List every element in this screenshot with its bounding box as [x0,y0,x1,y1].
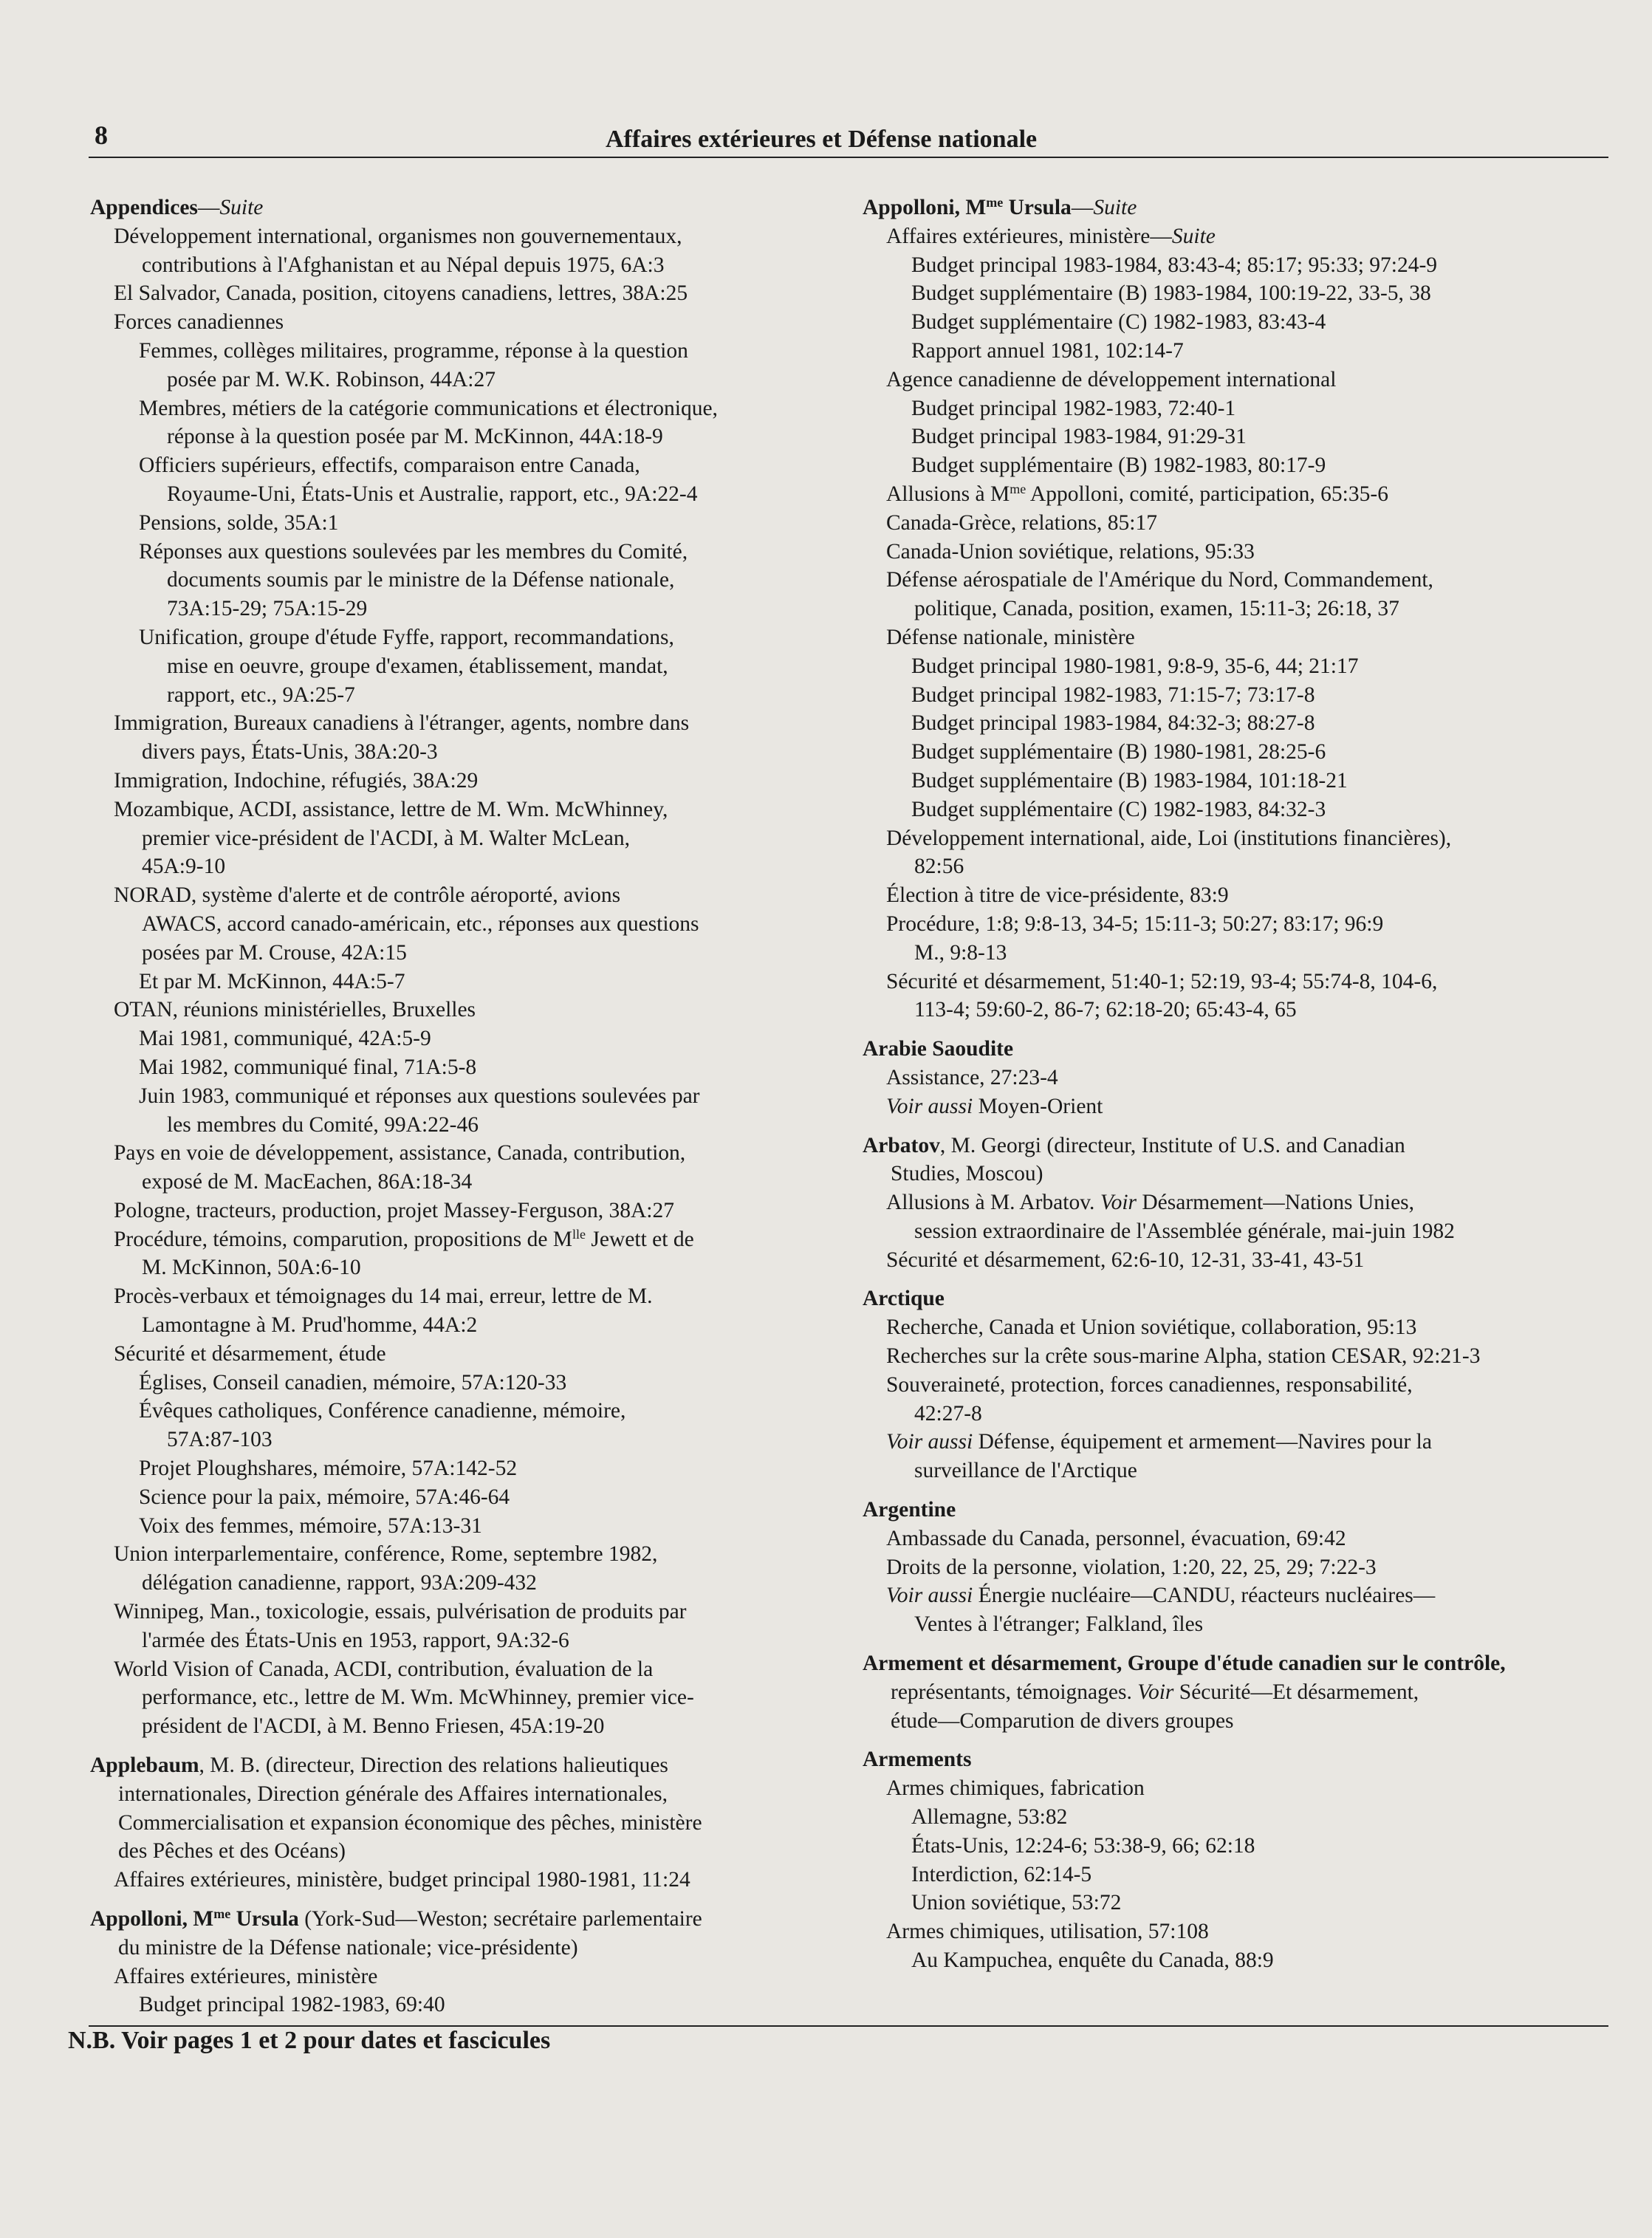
index-line: Affaires extérieures, ministère [114,1964,378,1988]
index-text: Énergie nucléaire—CANDU, réacteurs nucléaires— [973,1584,1436,1608]
index-line: Voix des femmes, mémoire, 57A:13-31 [139,1513,482,1538]
voir-aussi-line [863,1428,1608,1457]
index-line: internationales, Direction générale des Affaires internationales, [118,1782,668,1806]
index-line: l'armée des États-Unis en 1953, rapport, 9A:32-6 [142,1628,569,1652]
entry-arabie-saoudite [863,1035,1608,1120]
entry-armements [863,1745,1608,1974]
index-line: Budget principal 1983-1984, 83:43-4; 85:17; 95:33; 97:24-9 [911,253,1438,277]
index-line: Assistance, 27:23-4 [886,1065,1058,1089]
index-line [863,480,1608,509]
entry-heading: Armements [863,1748,972,1772]
index-line: Commercialisation et expansion économique des pêches, ministère [118,1810,702,1835]
index-line: Canada-Grèce, relations, 85:17 [886,510,1157,535]
header-rule [89,157,1608,158]
index-line: Sécurité et désarmement, 62:6-10, 12-31, 33-41, 43-51 [886,1248,1365,1272]
index-line: Union interparlementaire, conférence, Rome, septembre 1982, [114,1542,658,1567]
entry-heading: Armement et désarmement, Groupe d'étude canadien sur le contrôle, [863,1652,1506,1676]
heading-suite: Suite [1093,196,1137,219]
index-text: Moyen-Orient [973,1094,1103,1118]
entry-appolloni-suite [863,194,1608,1024]
entry-heading: Arctique [863,1287,945,1311]
index-line: Sécurité et désarmement, 51:40-1; 52:19, 93-4; 55:74-8, 104-6, [886,969,1438,993]
entry-applebaum [90,1751,866,1895]
index-line: 42:27-8 [914,1401,982,1426]
page-number: 8 [95,120,108,150]
index-line: 57A:87-103 [167,1428,273,1452]
index-text: Appolloni, comité, participation, 65:35-6 [1026,482,1388,506]
index-line: M., 9:8-13 [914,940,1007,965]
index-line: Défense nationale, ministère [886,625,1135,649]
index-line: Budget principal 1983-1984, 91:29-31 [911,425,1247,449]
voir-aussi-line [863,1581,1608,1610]
index-text: représentants, témoignages. [891,1680,1138,1704]
index-line: Armes chimiques, utilisation, 57:108 [886,1920,1209,1944]
index-line: Allemagne, 53:82 [911,1805,1068,1830]
heading-suite: Suite [219,196,264,219]
index-line: Évêques catholiques, Conférence canadienne, mémoire, [139,1399,626,1423]
index-line: M. McKinnon, 50A:6-10 [142,1256,361,1280]
index-text: Allusions à M [886,482,1010,506]
superscript: me [1010,481,1026,496]
index-line: Science pour la paix, mémoire, 57A:46-64 [139,1485,510,1509]
running-head: Affaires extérieures et Défense nationale [606,126,1038,153]
index-line: Unification, groupe d'étude Fyffe, rapport, recommandations, [139,625,674,649]
index-line [863,1678,1608,1707]
index-line: Droits de la personne, violation, 1:20, 22, 25, 29; 7:22-3 [886,1555,1377,1579]
index-line: Canada-Union soviétique, relations, 95:33 [886,539,1255,564]
index-line: Procès-verbaux et témoignages du 14 mai, erreur, lettre de M. [114,1284,653,1309]
index-line: Ambassade du Canada, personnel, évacuation, 69:42 [886,1526,1346,1550]
voir-aussi-label: Voir aussi [886,1430,973,1454]
index-line: AWACS, accord canado-américain, etc., réponses aux questions [142,911,699,936]
index-text: Jewett et de [586,1227,694,1251]
heading-dash: — [1150,224,1172,248]
index-line: Budget principal 1982-1983, 69:40 [139,1993,445,2017]
index-line: 73A:15-29; 75A:15-29 [167,597,368,621]
index-line: président de l'ACDI, à M. Benno Friesen, 45A:19-20 [142,1714,605,1739]
index-line: NORAD, système d'alerte et de contrôle aéroporté, avions [114,883,621,908]
index-line: World Vision of Canada, ACDI, contribution, évaluation de la [114,1657,654,1681]
index-line: 113-4; 59:60-2, 86-7; 62:18-20; 65:43-4, 65 [914,998,1297,1022]
index-line: Mai 1982, communiqué final, 71A:5-8 [139,1055,477,1079]
index-line: Sécurité et désarmement, étude [114,1341,386,1366]
index-line: Immigration, Indochine, réfugiés, 38A:29 [114,768,479,793]
index-line: Défense aérospatiale de l'Amérique du Nord, Commandement, [886,568,1433,592]
index-line: Élection à titre de vice-présidente, 83:9 [886,883,1229,908]
index-line: Mozambique, ACDI, assistance, lettre de M. Wm. McWhinney, [114,797,668,821]
voir-aussi-label: Voir aussi [886,1584,973,1608]
index-line: Affaires extérieures, ministère, budget principal 1980-1981, 11:24 [114,1868,690,1892]
index-line: politique, Canada, position, examen, 15:11-3; 26:18, 37 [914,597,1399,621]
index-line: exposé de M. MacEachen, 86A:18-34 [142,1170,473,1194]
heading-text: Appolloni, M [863,196,987,219]
index-line: Budget supplémentaire (C) 1982-1983, 83:43-4 [911,310,1326,335]
index-text: Procédure, témoins, comparution, propositions de M [114,1227,573,1251]
index-line: Pays en voie de développement, assistance, Canada, contribution, [114,1141,686,1166]
index-line: Budget principal 1980-1981, 9:8-9, 35-6, 44; 21:17 [911,654,1359,678]
entry-heading: Arbatov [863,1133,940,1157]
index-line: mise en oeuvre, groupe d'examen, établissement, mandat, [167,654,668,678]
index-text: Sécurité—Et désarmement, [1173,1680,1419,1704]
superscript: me [213,1906,231,1922]
index-line: États-Unis, 12:24-6; 53:38-9, 66; 62:18 [911,1833,1255,1858]
index-line: Immigration, Bureaux canadiens à l'étranger, agents, nombre dans [114,711,690,736]
index-line: Budget supplémentaire (B) 1982-1983, 80:17-9 [911,454,1326,478]
index-text: , M. B. (directeur, Direction des relations halieutiques [199,1753,668,1778]
index-line: Budget supplémentaire (C) 1982-1983, 84:32-3 [911,797,1326,821]
entry-heading: Arabie Saoudite [863,1037,1014,1061]
voir-label: Voir [1100,1191,1137,1215]
index-line: 45A:9-10 [142,855,226,879]
index-line: Procédure, 1:8; 9:8-13, 34-5; 15:11-3; 50:27; 83:17; 96:9 [886,911,1384,936]
index-line: Budget supplémentaire (B) 1983-1984, 101:18-21 [911,768,1348,793]
index-line: Femmes, collèges militaires, programme, réponse à la question [139,338,688,363]
index-line: documents soumis par le ministre de la Défense nationale, [167,568,675,592]
index-line: Royaume-Uni, États-Unis et Australie, rapport, etc., 9A:22-4 [167,482,698,506]
index-line: les membres du Comité, 99A:22-46 [167,1112,479,1137]
index-line: Budget principal 1982-1983, 71:15-7; 73:17-8 [911,682,1315,707]
index-line: Juin 1983, communiqué et réponses aux questions soulevées par [139,1084,700,1108]
superscript: me [986,195,1004,210]
entry-appendices-suite [90,194,866,1741]
index-line [90,1225,866,1254]
voir-aussi-line [863,1092,1608,1121]
index-line: réponse à la question posée par M. McKinnon, 44A:18-9 [167,425,663,449]
entry-argentine [863,1496,1608,1639]
index-line: Développement international, organismes non gouvernementaux, [114,224,682,248]
index-line: Souveraineté, protection, forces canadiennes, responsabilité, [886,1372,1413,1397]
index-line: 82:56 [914,855,964,879]
entry-heading [863,196,1072,219]
entry-armement-desarmement [863,1649,1608,1735]
entry-arctique [863,1284,1608,1485]
index-line: Armes chimiques, fabrication [886,1776,1145,1801]
index-column-left [90,194,866,2030]
index-line: Interdiction, 62:14-5 [911,1862,1092,1886]
index-line: rapport, etc., 9A:25-7 [167,682,355,707]
index-line: Ventes à l'étranger; Falkland, îles [914,1612,1204,1637]
index-line: Lamontagne à M. Prud'homme, 44A:2 [142,1313,478,1338]
index-line: Et par M. McKinnon, 44A:5-7 [139,969,405,993]
heading-dash: — [197,196,220,219]
index-line: Union soviétique, 53:72 [911,1891,1122,1915]
index-line: Recherches sur la crête sous-marine Alpha, station CESAR, 92:21-3 [886,1344,1481,1369]
index-line: étude—Comparution de divers groupes [891,1708,1234,1733]
index-line: posées par M. Crouse, 42A:15 [142,940,407,965]
index-line: Budget principal 1982-1983, 72:40-1 [911,396,1236,420]
index-line: posée par M. W.K. Robinson, 44A:27 [167,367,496,391]
index-line: Développement international, aide, Loi (institutions financières), [886,826,1452,850]
index-column-right [863,194,1608,1985]
heading-text: Appolloni, M [90,1907,214,1931]
index-line: Budget supplémentaire (B) 1980-1981, 28:25-6 [911,740,1326,764]
index-line: Membres, métiers de la catégorie communications et électronique, [139,396,718,420]
entry-heading: Appendices [90,196,198,219]
index-line: Rapport annuel 1981, 102:14-7 [911,338,1184,363]
heading-suite: Suite [1171,224,1216,248]
index-line: performance, etc., lettre de M. Wm. McWhinney, premier vice- [142,1686,694,1710]
entry-heading: Argentine [863,1498,956,1522]
index-line: Agence canadienne de développement international [886,367,1337,391]
index-line: Winnipeg, Man., toxicologie, essais, pulvérisation de produits par [114,1600,687,1624]
index-text: Défense, équipement et armement—Navires pour la [973,1430,1432,1454]
index-line: session extraordinaire de l'Assemblée générale, mai-juin 1982 [914,1219,1455,1243]
index-line: Au Kampuchea, enquête du Canada, 88:9 [911,1948,1274,1973]
index-line: El Salvador, Canada, position, citoyens canadiens, lettres, 38A:25 [114,281,688,306]
index-line: du ministre de la Défense nationale; vice-présidente) [118,1935,578,1960]
index-line: Recherche, Canada et Union soviétique, collaboration, 95:13 [886,1315,1417,1340]
index-line: Officiers supérieurs, effectifs, comparaison entre Canada, [139,454,640,478]
index-line: Réponses aux questions soulevées par les membres du Comité, [139,539,688,564]
index-line: Forces canadiennes [114,310,284,335]
index-line: des Pêches et des Océans) [118,1839,346,1864]
index-line: Pologne, tracteurs, production, projet Massey-Ferguson, 38A:27 [114,1198,674,1222]
index-line: Budget principal 1983-1984, 84:32-3; 88:27-8 [911,711,1315,736]
index-text: Allusions à M. Arbatov. [886,1191,1100,1215]
voir-label: Voir [1137,1680,1174,1704]
index-line: Pensions, solde, 35A:1 [139,510,339,535]
index-text: Désarmement—Nations Unies, [1137,1191,1415,1215]
index-line: contributions à l'Afghanistan et au Népal depuis 1975, 6A:3 [142,253,665,277]
heading-text: Ursula [1003,196,1072,219]
index-line: Églises, Conseil canadien, mémoire, 57A:120-33 [139,1370,567,1395]
index-line: premier vice-président de l'ACDI, à M. Walter McLean, [142,826,630,850]
footer-note: N.B. Voir pages 1 et 2 pour dates et fascicules [68,2027,551,2054]
index-text: , M. Georgi (directeur, Institute of U.S. and Canadian [939,1133,1405,1157]
superscript: lle [572,1226,586,1242]
index-line: Mai 1981, communiqué, 42A:5-9 [139,1027,431,1051]
heading-text: Ursula [230,1907,299,1931]
index-line [863,1188,1608,1217]
index-text: Affaires extérieures, ministère [886,224,1151,248]
entry-heading [90,1907,299,1931]
index-line: Budget supplémentaire (B) 1983-1984, 100:19-22, 33-5, 38 [911,281,1431,306]
index-line: Projet Ploughshares, mémoire, 57A:142-52 [139,1457,518,1481]
index-line: délégation canadienne, rapport, 93A:209-432 [142,1571,537,1595]
entry-appolloni [90,1905,866,2019]
index-line: surveillance de l'Arctique [914,1459,1137,1483]
voir-aussi-label: Voir aussi [886,1094,973,1118]
entry-heading: Applebaum [90,1753,199,1778]
heading-dash: — [1071,196,1094,219]
index-line: divers pays, États-Unis, 38A:20-3 [142,740,438,764]
index-line: OTAN, réunions ministérielles, Bruxelles [114,998,476,1022]
index-text: (York-Sud—Weston; secrétaire parlementaire [298,1907,702,1931]
entry-arbatov [863,1132,1608,1275]
index-line: Studies, Moscou) [891,1162,1043,1186]
